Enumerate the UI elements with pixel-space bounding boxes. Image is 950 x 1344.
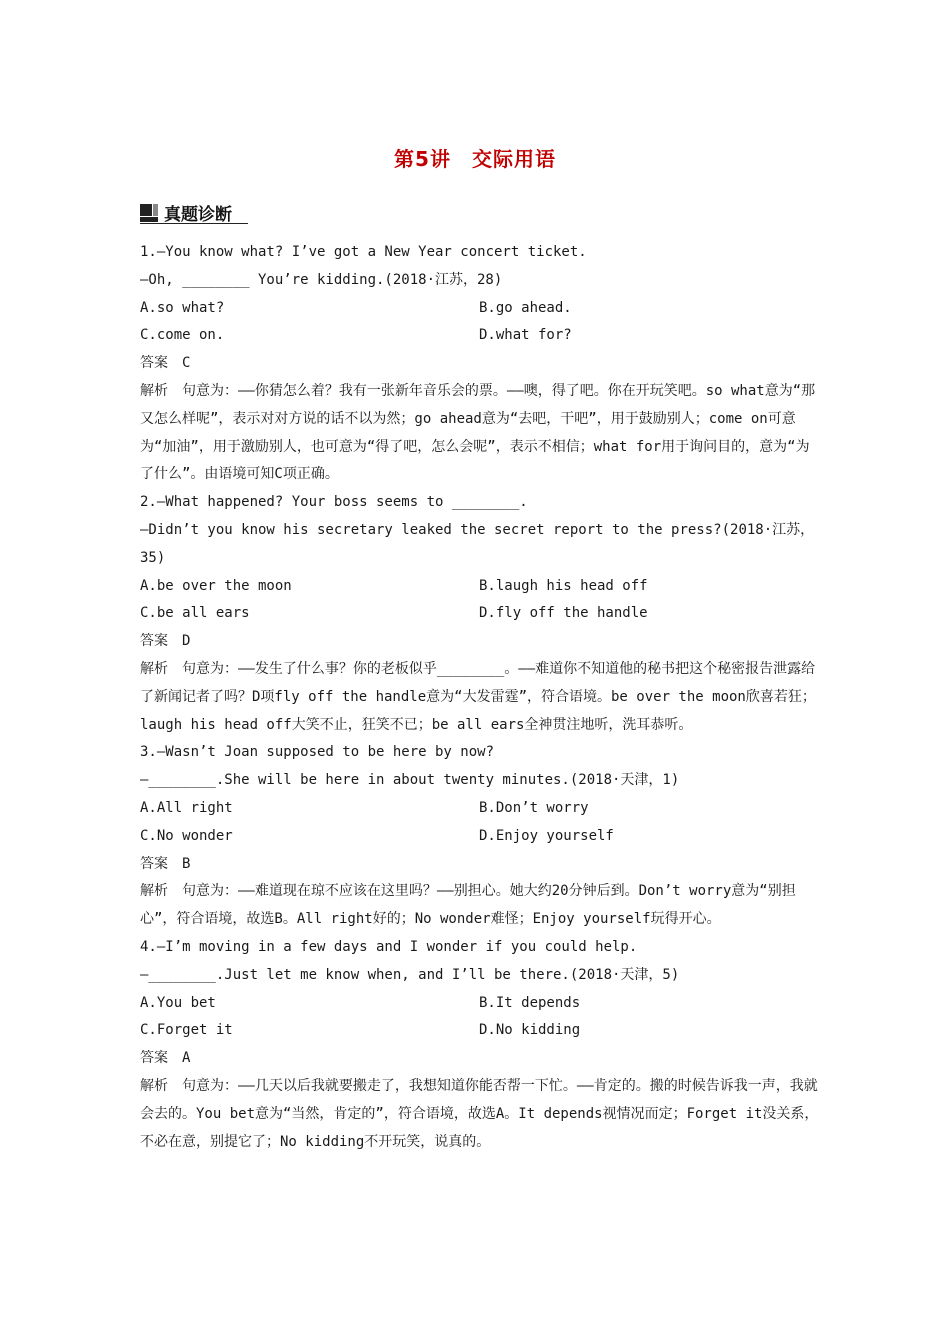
options-row <box>140 1017 820 1045</box>
options-row <box>140 322 820 350</box>
question-list <box>140 239 820 1156</box>
question-block <box>140 739 820 934</box>
question-response: —________.She will be here in about twenty minutes.(2018·天津，1) <box>140 772 680 789</box>
page-title: 第5讲 交际用语 <box>394 147 556 171</box>
question-response: —Oh, ________ You’re kidding.(2018·江苏，28) <box>140 271 503 288</box>
question-stem: 4.—I’m moving in a few days and I wonder if you could help. <box>140 938 638 955</box>
option-d: D.fly off the handle <box>479 605 648 622</box>
question-block <box>140 489 820 739</box>
question-stem: 3.—Wasn’t Joan supposed to be here by now? <box>140 744 495 761</box>
analysis: 解析 句意为：——发生了什么事？你的老板似乎________。——难道你不知道他的秘书把这个秘密报告泄露给了新闻记者了吗？D项fly off the handle意为“大发雷霆”，符合语境。be over the moon欣喜若狂；laugh his head off大笑不止，狂笑不已；be all ears全神贯注地听，洗耳恭听。 <box>140 660 816 733</box>
options-row <box>140 573 820 601</box>
option-a: A.be over the moon <box>140 577 292 594</box>
option-a: A.so what? <box>140 299 225 316</box>
option-b: B.Don’t worry <box>479 799 589 816</box>
options-row <box>140 295 820 323</box>
section-square-icon <box>140 204 158 222</box>
options-row <box>140 990 820 1018</box>
options-row <box>140 795 820 823</box>
option-c: C.come on. <box>140 327 225 344</box>
options-row <box>140 600 820 628</box>
question-response: —________.Just let me know when, and I’ll be there.(2018·天津，5) <box>140 966 680 983</box>
answer: 答案 C <box>140 355 191 372</box>
option-d: D.what for? <box>479 327 572 344</box>
question-response: —Didn’t you know his secretary leaked the secret report to the press?(2018·江苏，35) <box>140 521 815 566</box>
analysis: 解析 句意为：——几天以后我就要搬走了，我想知道你能否帮一下忙。——肯定的。搬的时候告诉我一声，我就会去的。You bet意为“当然，肯定的”，符合语境，故选A。It depends视情况而定；Forget it没关系，不必在意，别提它了；No kidding不开玩笑，说真的。 <box>140 1077 819 1150</box>
section-divider <box>140 223 248 224</box>
analysis: 解析 句意为：——你猜怎么着？我有一张新年音乐会的票。——噢，得了吧。你在开玩笑吧。so what意为“那又怎么样呢”，表示对对方说的话不以为然；go ahead意为“去吧，干吧”，用于鼓励别人；come on可意为“加油”，用于激励别人，也可意为“得了吧，怎么会呢”，表示不相信；what for用于询问目的，意为“为了什么”。由语境可知C项正确。 <box>140 382 816 483</box>
options-row <box>140 823 820 851</box>
option-c: C.Forget it <box>140 1022 233 1039</box>
option-d: D.Enjoy yourself <box>479 827 614 844</box>
option-b: B.go ahead. <box>479 299 572 316</box>
question-block <box>140 239 820 489</box>
option-b: B.laugh his head off <box>479 577 648 594</box>
section-header <box>140 200 232 225</box>
answer: 答案 A <box>140 1050 191 1067</box>
question-block <box>140 934 820 1156</box>
option-a: A.All right <box>140 799 233 816</box>
answer: 答案 B <box>140 855 191 872</box>
option-c: C.No wonder <box>140 827 233 844</box>
question-stem: 2.—What happened? Your boss seems to ________. <box>140 494 528 511</box>
section-title: 真题诊断 <box>164 205 232 225</box>
option-c: C.be all ears <box>140 605 250 622</box>
answer: 答案 D <box>140 633 191 650</box>
option-b: B.It depends <box>479 994 581 1011</box>
option-d: D.No kidding <box>479 1022 581 1039</box>
question-stem: 1.—You know what? I’ve got a New Year concert ticket. <box>140 244 587 260</box>
option-a: A.You bet <box>140 994 216 1011</box>
analysis: 解析 句意为：——难道现在琼不应该在这里吗？——别担心。她大约20分钟后到。Don’t worry意为“别担心”，符合语境，故选B。All right好的；No wonder难怪；Enjoy yourself玩得开心。 <box>140 883 796 928</box>
